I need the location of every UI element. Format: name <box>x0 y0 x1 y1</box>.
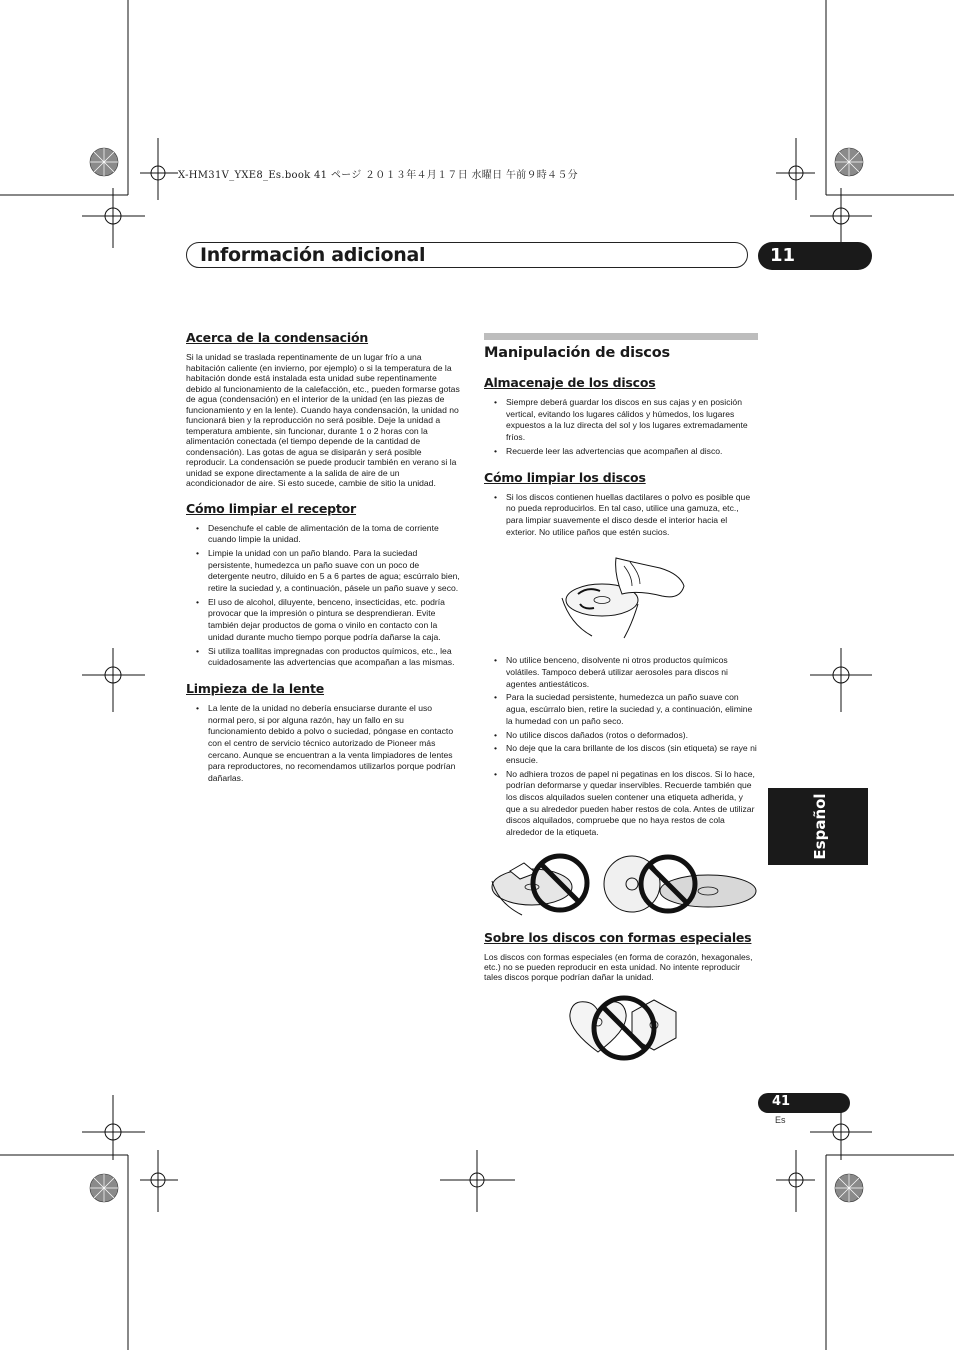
list-limpiar-receptor <box>186 523 460 669</box>
special-shape-discs-illustration <box>564 994 758 1069</box>
list-item: • Limpie la unidad con un paño blando. Para la suciedad persistente, humedezca un paño suave con un poco de detergente neutro, diluido en 5 a 6 partes de agua; escúrralo bien, retire la suciedad y, a continuación, pásele un paño suave y seco. <box>196 547 460 594</box>
right-column <box>484 333 758 1069</box>
page-number-badge <box>758 1093 850 1113</box>
language-tab <box>768 788 868 865</box>
disc-cleaning-illustration <box>558 550 758 645</box>
section-rule <box>484 333 758 340</box>
list-item: • Siempre deberá guardar los discos en sus cajas y en posición vertical, evitando los lugares cálidos y húmedos, los lugares expuestos a la luz directa del sol y los lugares extremadamente fríos. <box>494 397 748 443</box>
list-limpieza-lente <box>186 703 460 785</box>
page-number: 41 <box>772 1094 791 1109</box>
list-item: • Si utiliza toallitas impregnadas con productos químicos, etc., lea cuidadosamente las advertencias que acompañan a las mismas. <box>196 645 455 668</box>
page-title-bar <box>186 242 748 268</box>
heading-formas-especiales: Sobre los discos con formas especiales <box>484 929 752 945</box>
list-item: • Desenchufe el cable de alimentación de la toma de corriente cuando limpie la unidad. <box>196 522 439 545</box>
paragraph-formas-especiales: Los discos con formas especiales (en forma de corazón, hexagonales, etc.) no se pueden reproducir en esta unidad. No intente reproducir tales discos porque podrían dañar la unidad. <box>484 951 753 983</box>
list-item: • No utilice discos dañados (rotos o deformados). <box>494 729 688 740</box>
list-item: • No adhiera trozos de papel ni pegatinas en los discos. Si lo hace, podrían deformarse y quedar inservibles. Recuerde también que los discos alquilados suelen contener una etiqueta adherida, y que a su alrededor pueden haber restos de cola. Antes de utilizar discos alquilados, compruebe que no haya restos de cola alrededor de la etiqueta. <box>494 768 755 838</box>
heading-limpiar-discos: Cómo limpiar los discos <box>484 469 646 485</box>
heading-almacenaje: Almacenaje de los discos <box>484 375 656 390</box>
list-item: • No deje que la cara brillante de los discos (sin etiqueta) se raye ni ensucie. <box>494 743 757 765</box>
page-language-code: Es <box>775 1115 786 1125</box>
list-item: • El uso de alcohol, diluyente, benceno, insecticidas, etc. podría provocar que la impresión o pintura se desprendieran. Evite también dejar productos de goma o vinilo en contacto con la unidad durante mucho tiempo porque podría dañarse la caja. <box>196 596 445 642</box>
list-limpiar-discos-b <box>484 655 758 839</box>
left-column <box>186 330 460 797</box>
heading-condensacion: Acerca de la condensación <box>186 330 369 345</box>
list-limpiar-discos-a <box>484 492 758 539</box>
print-header: X-HM31V_YXE8_Es.book 41 ページ ２０１３年４月１７日 水曜日 午前９時４５分 <box>178 170 578 181</box>
list-almacenaje <box>484 397 758 458</box>
list-item: • Si los discos contienen huellas dactilares o polvo es posible que no pueda reproducirlos. En tal caso, utilice una gamuza, etc., para limpiar suavemente el disco desde el interior hacia el exterior. No utilice paños que estén sucios. <box>494 491 751 537</box>
list-item: • Recuerde leer las advertencias que acompañen al disco. <box>494 445 723 456</box>
list-item: • Para la suciedad persistente, humedezca un paño suave con agua, escúrralo bien, retire la suciedad y, a continuación, elimine la humedad con un paño seco. <box>494 692 753 726</box>
list-item: • No utilice benceno, disolvente ni otros productos químicos volátiles. Tampoco deberá utilizar aerosoles para discos ni agentes antiestáticos. <box>494 655 728 689</box>
prohibited-discs-illustration <box>488 851 758 922</box>
paragraph-condensacion: Si la unidad se traslada repentinamente de un lugar frío a una habitación caliente (en invierno, por ejemplo) o si la temperatura de la habitación donde está instalada esta unidad sube repentinamente debido al funcionamiento de la calefacción, etc., pueden formarse gotas de agua (condensación) en el interior de la unidad (en las piezas de funcionamiento y en la lente). Cuando haya condensación, la unidad no funcionará bien y la reproducción no será posible. Deje la unidad a temperatura ambiente, sin funcionar, durante 1 o 2 horas con la alimentación conectada (el tiempo depende de la cantidad de condensación). Las gotas de agua se disiparán y será posible reproducir. La condensación se puede producir también en verano si la unidad se expone directamente a la salida de aire de un acondicionador de aire. Si esto sucede, cambie de sitio la unidad. <box>186 352 460 488</box>
heading-manipulacion: Manipulación de discos <box>484 345 670 361</box>
heading-limpiar-receptor: Cómo limpiar el receptor <box>186 500 357 516</box>
page-title: Información adicional <box>200 244 426 266</box>
language-tab-label: Español <box>811 793 829 860</box>
chapter-number: 11 <box>770 245 796 266</box>
list-item: • La lente de la unidad no debería ensuciarse durante el uso normal pero, si por alguna razón, hay un fallo en su funcionamiento debido a polvo o suciedad, póngase en contacto con el centro de servicio técnico autorizado de Pioneer más cercano. Aunque se encuentran a la venta limpiadores de lentes para reproductores, no recomendamos utilizarlos porque podrían dañarlas. <box>196 702 456 784</box>
heading-limpieza-lente: Limpieza de la lente <box>186 680 325 696</box>
chapter-badge <box>758 242 872 270</box>
